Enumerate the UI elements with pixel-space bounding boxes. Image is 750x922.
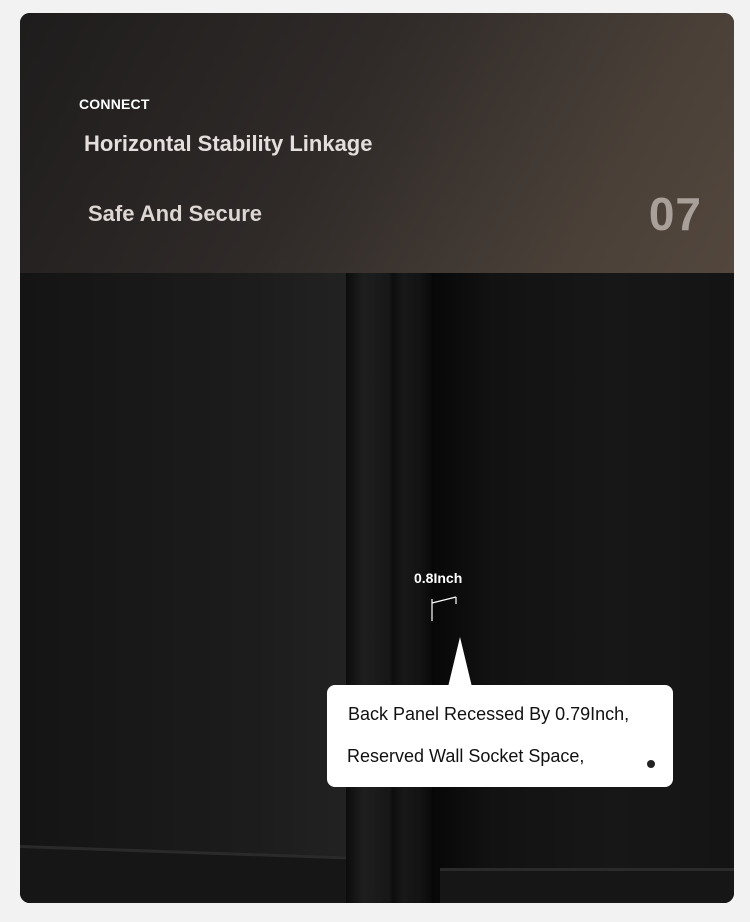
dimension-label: 0.8Inch <box>414 570 463 586</box>
feature-subtitle: Safe And Secure <box>88 201 263 226</box>
feature-number: 07 <box>648 188 702 240</box>
dimension-marker-icon <box>428 593 460 623</box>
callout-line-2: Reserved Wall Socket Space, <box>347 746 585 766</box>
feature-title: Horizontal Stability Linkage <box>84 131 373 156</box>
cabinet-left-shelf <box>20 845 346 903</box>
feature-eyebrow: CONNECT <box>79 96 150 112</box>
product-card <box>20 13 734 903</box>
cabinet-right-shelf <box>440 868 734 903</box>
callout-box <box>327 685 673 787</box>
feature-header <box>20 13 734 273</box>
callout-line-1: Back Panel Recessed By 0.79Inch, <box>348 704 630 724</box>
callout-dot <box>647 760 655 768</box>
callout-pointer <box>448 637 472 687</box>
